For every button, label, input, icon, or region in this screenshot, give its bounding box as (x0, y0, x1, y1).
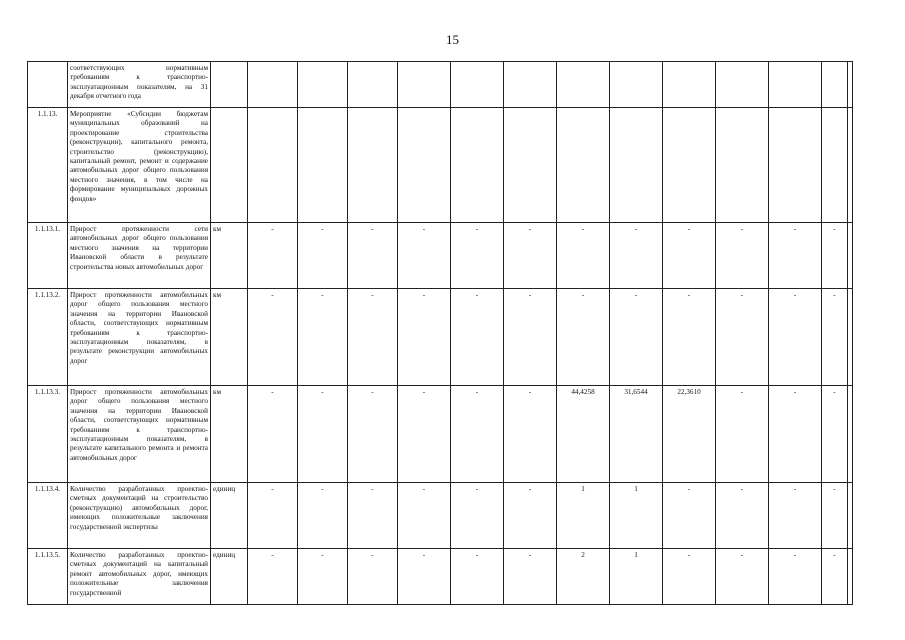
value-cell: - (398, 549, 451, 605)
value-cell (557, 62, 610, 108)
value-cell: - (610, 289, 663, 386)
value-cell (398, 108, 451, 223)
value-cell: - (298, 223, 348, 289)
value-cell: 44,4258 (557, 386, 610, 483)
row-number-cell: 1.1.13.4. (28, 483, 68, 549)
value-cell (822, 108, 848, 223)
value-cell: - (451, 483, 504, 549)
value-cell (610, 108, 663, 223)
spacer-cell (848, 108, 853, 223)
unit-cell (211, 62, 248, 108)
value-cell: - (298, 386, 348, 483)
row-number-cell: 1.1.13.3. (28, 386, 68, 483)
unit-cell: км (211, 223, 248, 289)
indicator-description-cell: Количество разработанных проектно-сметных документаций на строительство (реконструкцию) автомобильных дорог, имеющих положительные заключения государственной экспертизы (68, 483, 211, 549)
row-number-cell: 1.1.13.5. (28, 549, 68, 605)
value-cell (348, 62, 398, 108)
spacer-cell (848, 386, 853, 483)
value-cell (504, 108, 557, 223)
value-cell: - (451, 549, 504, 605)
value-cell (248, 108, 298, 223)
indicator-description-cell: Мероприятие «Субсидии бюджетам муниципальных образований на проектирование строительства (реконструкции), капитального ремонта, строительство (реконструкцию), капитальный ремонт, ремонт и содержание автомобильных дорог общего пользования местного значения, в том числе на формирование муниципальных дорожных фондов» (68, 108, 211, 223)
indicators-table (27, 61, 853, 605)
indicator-description-cell: Прирост протяженности автомобильных дорог общего пользования местного значения на территории Ивановской области, соответствующих нормативным требованиям к транспортно-эксплуатационным показателям, в результате капитального ремонта и ремонта автомобильных дорог (68, 386, 211, 483)
value-cell: - (248, 223, 298, 289)
table-row (28, 223, 853, 289)
spacer-cell (848, 549, 853, 605)
value-cell (398, 62, 451, 108)
value-cell (822, 62, 848, 108)
value-cell: - (398, 223, 451, 289)
value-cell: - (610, 223, 663, 289)
value-cell: - (557, 289, 610, 386)
value-cell: - (451, 223, 504, 289)
value-cell: - (769, 223, 822, 289)
value-cell: - (663, 549, 716, 605)
value-cell: 1 (610, 483, 663, 549)
value-cell: 31,6544 (610, 386, 663, 483)
value-cell: - (298, 483, 348, 549)
value-cell: - (348, 223, 398, 289)
value-cell: - (504, 289, 557, 386)
table-row (28, 386, 853, 483)
value-cell: - (822, 483, 848, 549)
value-cell: - (769, 483, 822, 549)
unit-cell: единиц (211, 549, 248, 605)
unit-cell (211, 108, 248, 223)
table-row (28, 108, 853, 223)
row-number-cell: 1.1.13. (28, 108, 68, 223)
table-row (28, 483, 853, 549)
table-row (28, 549, 853, 605)
value-cell: - (398, 386, 451, 483)
value-cell (298, 62, 348, 108)
value-cell: - (663, 223, 716, 289)
value-cell: - (663, 289, 716, 386)
spacer-cell (848, 223, 853, 289)
unit-cell: единиц (211, 483, 248, 549)
value-cell: - (398, 483, 451, 549)
value-cell: - (451, 289, 504, 386)
value-cell: - (504, 549, 557, 605)
value-cell (557, 108, 610, 223)
spacer-cell (848, 289, 853, 386)
value-cell: - (716, 483, 769, 549)
value-cell (610, 62, 663, 108)
value-cell (769, 62, 822, 108)
value-cell: - (769, 386, 822, 483)
value-cell: - (348, 549, 398, 605)
value-cell (663, 62, 716, 108)
value-cell (451, 108, 504, 223)
row-number-cell (28, 62, 68, 108)
spacer-cell (848, 62, 853, 108)
value-cell (769, 108, 822, 223)
value-cell: - (769, 289, 822, 386)
value-cell (716, 62, 769, 108)
value-cell: - (398, 289, 451, 386)
spacer-cell (848, 483, 853, 549)
value-cell: - (248, 386, 298, 483)
unit-cell: км (211, 386, 248, 483)
indicator-description-cell: Прирост протяженности сети автомобильных дорог общего пользования местного значения на территории Ивановской области в результате строительства новых автомобильных дорог (68, 223, 211, 289)
value-cell (504, 62, 557, 108)
value-cell: - (557, 223, 610, 289)
table-row (28, 62, 853, 108)
value-cell: - (248, 289, 298, 386)
value-cell: 22,3610 (663, 386, 716, 483)
value-cell: - (348, 386, 398, 483)
value-cell: - (504, 223, 557, 289)
value-cell: - (716, 289, 769, 386)
value-cell (248, 62, 298, 108)
row-number-cell: 1.1.13.2. (28, 289, 68, 386)
value-cell: - (504, 386, 557, 483)
indicator-description-cell: соответствующих нормативным требованиям к транспортно-эксплуатационным показателям, на 31 декабря отчетного года (68, 62, 211, 108)
value-cell (663, 108, 716, 223)
indicator-description-cell: Количество разработанных проектно-сметных документаций на капитальный ремонт автомобильных дорог, имеющих положительные заключения государственной (68, 549, 211, 605)
value-cell: - (822, 289, 848, 386)
value-cell: - (663, 483, 716, 549)
indicator-description-cell: Прирост протяженности автомобильных дорог общего пользования местного значения на территории Ивановской области, соответствующих нормативным требованиям к транспортно-эксплуатационным показателям, в результате реконструкции автомобильных дорог (68, 289, 211, 386)
value-cell: - (348, 483, 398, 549)
value-cell: - (451, 386, 504, 483)
page-number: 15 (446, 32, 459, 47)
value-cell: - (822, 386, 848, 483)
value-cell: 2 (557, 549, 610, 605)
value-cell (298, 108, 348, 223)
value-cell (716, 108, 769, 223)
value-cell: - (716, 223, 769, 289)
value-cell: - (716, 386, 769, 483)
value-cell: - (298, 549, 348, 605)
value-cell: - (822, 549, 848, 605)
value-cell: - (298, 289, 348, 386)
value-cell: - (348, 289, 398, 386)
value-cell: - (769, 549, 822, 605)
value-cell: - (248, 483, 298, 549)
unit-cell: км (211, 289, 248, 386)
value-cell: 1 (557, 483, 610, 549)
value-cell: - (822, 223, 848, 289)
table-row (28, 289, 853, 386)
value-cell: - (504, 483, 557, 549)
value-cell (348, 108, 398, 223)
value-cell: - (248, 549, 298, 605)
value-cell: - (716, 549, 769, 605)
row-number-cell: 1.1.13.1. (28, 223, 68, 289)
value-cell (451, 62, 504, 108)
value-cell: 1 (610, 549, 663, 605)
